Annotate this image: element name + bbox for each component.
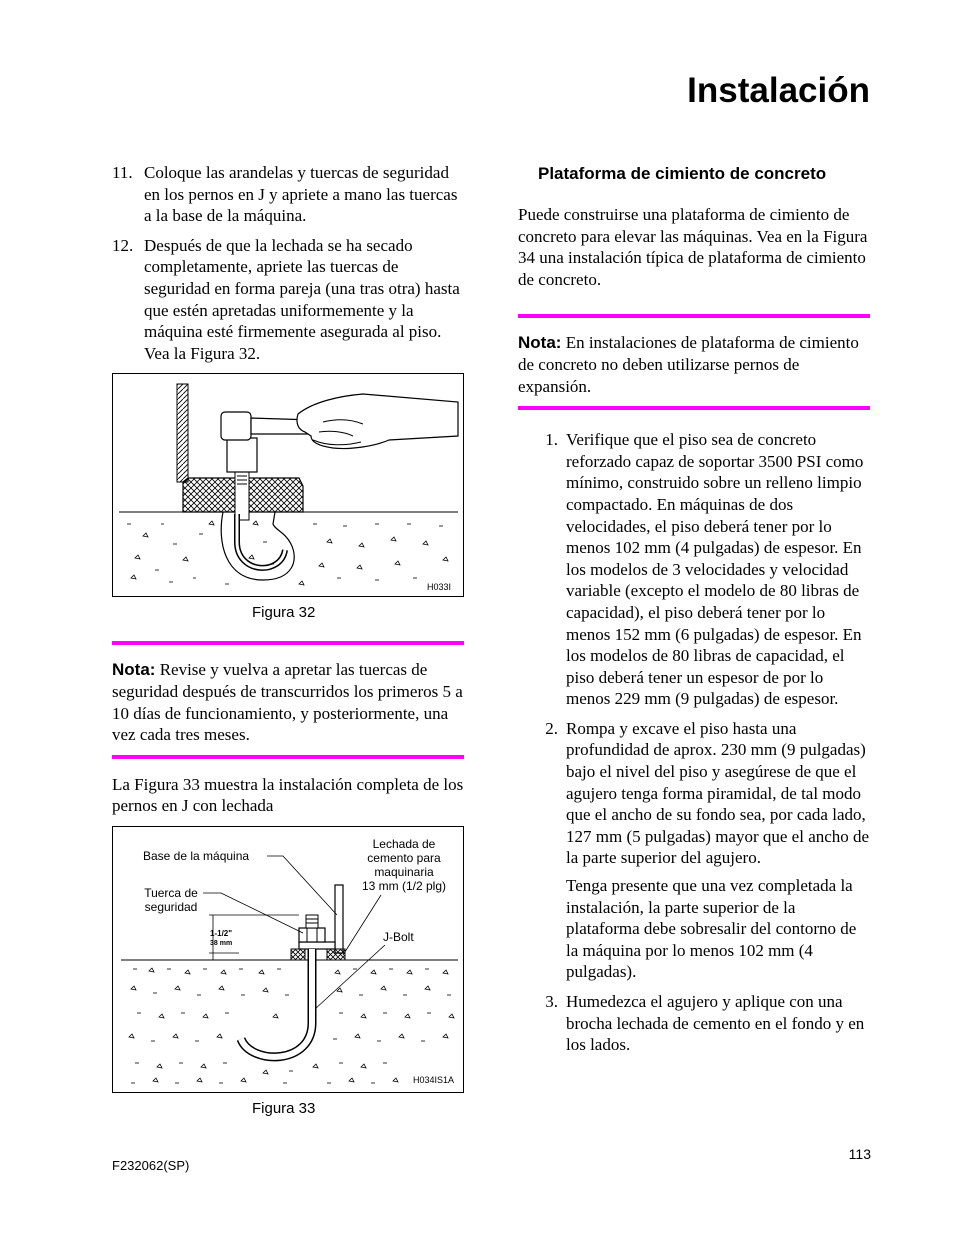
label-lock-nut-2: seguridad (144, 899, 198, 914)
dimension-inches: 1-1/2" (210, 928, 233, 938)
page-title: Instalación (687, 71, 870, 110)
step-1 (526, 429, 870, 710)
figure-32-illustration (112, 373, 464, 597)
note-label: Nota: (518, 333, 562, 353)
step-number: 12. (112, 235, 134, 255)
step-text: Rompa y excave el piso hasta una profundidad de aprox. 230 mm (9 pulgadas) bajo el nivel del piso y asegúrese de que el agujero tenga forma piramidal, de tal modo que el ancho de su fondo sea, por cada lado, 127 mm (5 pulgadas) mayor que el ancho de la parte superior del agujero. (566, 718, 870, 868)
step-2 (526, 718, 870, 983)
right-column (518, 162, 870, 1064)
figure-33-drawing (113, 827, 463, 1092)
document-code: F232062(SP) (112, 1158, 190, 1173)
figure-32-code: H033I (427, 582, 452, 593)
figure-33-code: H034IS1A (413, 1074, 455, 1085)
figure-33-caption: Figura 33 (252, 1099, 316, 1117)
step-number: 2. (545, 718, 558, 738)
label-lock-nut-1: Tuerca de (144, 885, 198, 900)
label-grout-4: 13 mm (1/2 plg) (361, 878, 447, 893)
label-grout-2: cemento para (367, 850, 441, 865)
page-number: 113 (848, 1146, 871, 1162)
figure-32-drawing (113, 374, 463, 596)
dimension-mm: 38 mm (210, 939, 233, 947)
section-intro: Puede construirse una plataforma de cimiento de concreto para elevar las máquinas. Vea en la Figura 34 una instalación típica de plataforma de cimiento de concreto. (518, 205, 868, 289)
section-heading: Plataforma de cimiento de concreto (538, 164, 827, 183)
label-grout-3: maquinaria (374, 864, 434, 879)
label-machine-base: Base de la máquina (143, 848, 250, 863)
note-right (518, 318, 870, 406)
figure-33-illustration (112, 826, 464, 1093)
label-grout-1: Lechada de (372, 836, 436, 851)
step-note: Tenga presente que una vez completada la instalación, la parte superior de la plataforma debe sobresalir del contorno de la máquina por lo menos 102 mm (4 pulgadas). (566, 876, 857, 982)
step-text: Verifique que el piso sea de concreto reforzado capaz de soportar 3500 PSI como mínimo, construido sobre un relleno limpio compactado. En máquinas de dos velocidades, el piso deberá tener por lo menos 102 mm (4 pulgadas) de espesor. En los modelos de 3 velocidades y velocidad variable (excepto el modelo de 80 libras de capacidad), el piso deberá tener por lo menos 152 mm (6 pulgadas) de espesor. En los modelos de 80 libras de capacidad, el piso deberá tener un espesor de por lo menos 229 mm (9 pulgadas) de espesor. (566, 430, 864, 709)
step-number: 3. (545, 992, 558, 1011)
note-bottom-rule (112, 755, 464, 759)
step-text: Humedezca el agujero y aplique con una brocha lechada de cemento en el fondo y en los lados. (566, 992, 865, 1055)
step-number: 1. (545, 430, 558, 450)
note-left (112, 645, 464, 754)
note-text: En instalaciones de plataforma de cimiento de concreto no deben utilizarse pernos de expansión. (518, 333, 859, 396)
note-text: Revise y vuelva a apretar las tuercas de seguridad después de transcurridos los primeros 5 a 10 días de funcionamiento, y posteriormente, una vez cada tres meses. (112, 660, 463, 745)
step-3 (526, 991, 870, 1056)
figure-32-caption: Figura 32 (252, 604, 316, 622)
step-text: Coloque las arandelas y tuercas de seguridad en los pernos en J y apriete a mano las tuercas a la base de la máquina. (144, 163, 458, 226)
left-column (112, 162, 464, 1119)
note-label: Nota: (112, 660, 156, 680)
step-12 (112, 235, 464, 365)
label-jbolt: J-Bolt (383, 929, 414, 944)
step-11 (112, 162, 464, 227)
step-text: Después de que la lechada se ha secado completamente, apriete las tuercas de seguridad en forma pareja (una tras otra) hasta que estén apretadas uniformemente y la máquina esté firmemente asegurada al piso. Vea la Figura 32. (144, 235, 460, 363)
step-number: 11. (112, 163, 133, 182)
figure-33-intro: La Figura 33 muestra la instalación completa de los pernos en J con lechada (112, 774, 464, 816)
